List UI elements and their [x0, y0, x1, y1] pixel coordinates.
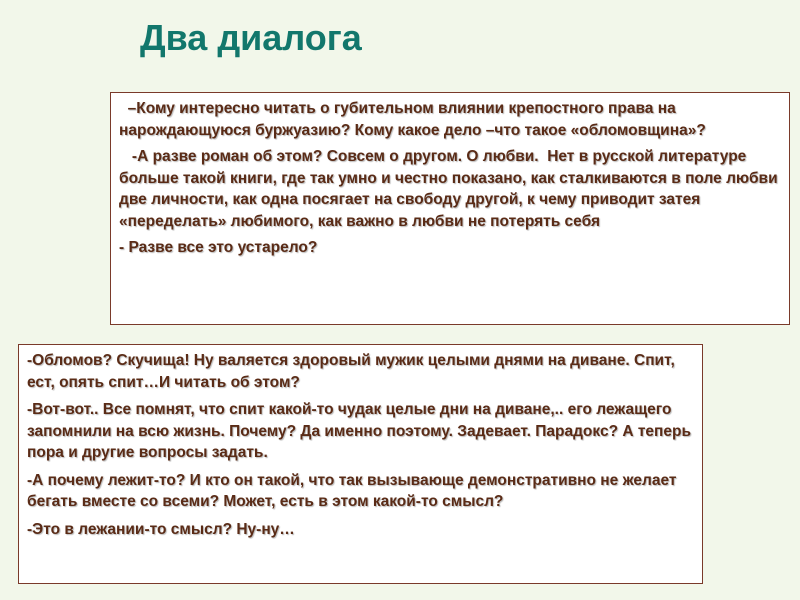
dialogue-box-top — [110, 92, 790, 325]
dialogue-line: - Разве все это устарело? — [119, 239, 318, 256]
dialogue-line: -Это в лежании-то смысл? Ну-ну… — [27, 520, 295, 538]
dialogue-box-bottom — [18, 344, 703, 584]
dialogue-line: –Кому интересно читать о губительном влиянии крепостного права на нарождающуюся буржуазию? Кому какое дело –что такое «обломовщина»? — [119, 100, 706, 139]
dialogue-line: -А почему лежит-то? И кто он такой, что так вызывающе демонстративно не желает бегать вместе со всеми? Может, есть в этом какой-то смысл? — [27, 471, 677, 510]
dialogue-line: -Обломов? Скучища! Ну валяется здоровый мужик целыми днями на диване. Спит, ест, опять спит…И читать об этом? — [27, 352, 675, 391]
slide-title: Два диалога — [140, 17, 362, 58]
dialogue-line: -Вот-вот.. Все помнят, что спит какой-то чудак целые дни на диване,.. его лежащего запомнили на всю жизнь. Почему? Да именно поэтому. Задевает. Парадокс? А теперь пора и другие вопросы задать. — [27, 401, 692, 461]
dialogue-line: -А разве роман об этом? Совсем о другом. О любви. Нет в русской литературе больше такой книги, где так умно и честно показано, как сталкиваются в поле любви две личности, как одна посягает на свободу другой, к чему приводит затея «переделать» любимого, как важно в любви не потерять себя — [119, 148, 782, 230]
